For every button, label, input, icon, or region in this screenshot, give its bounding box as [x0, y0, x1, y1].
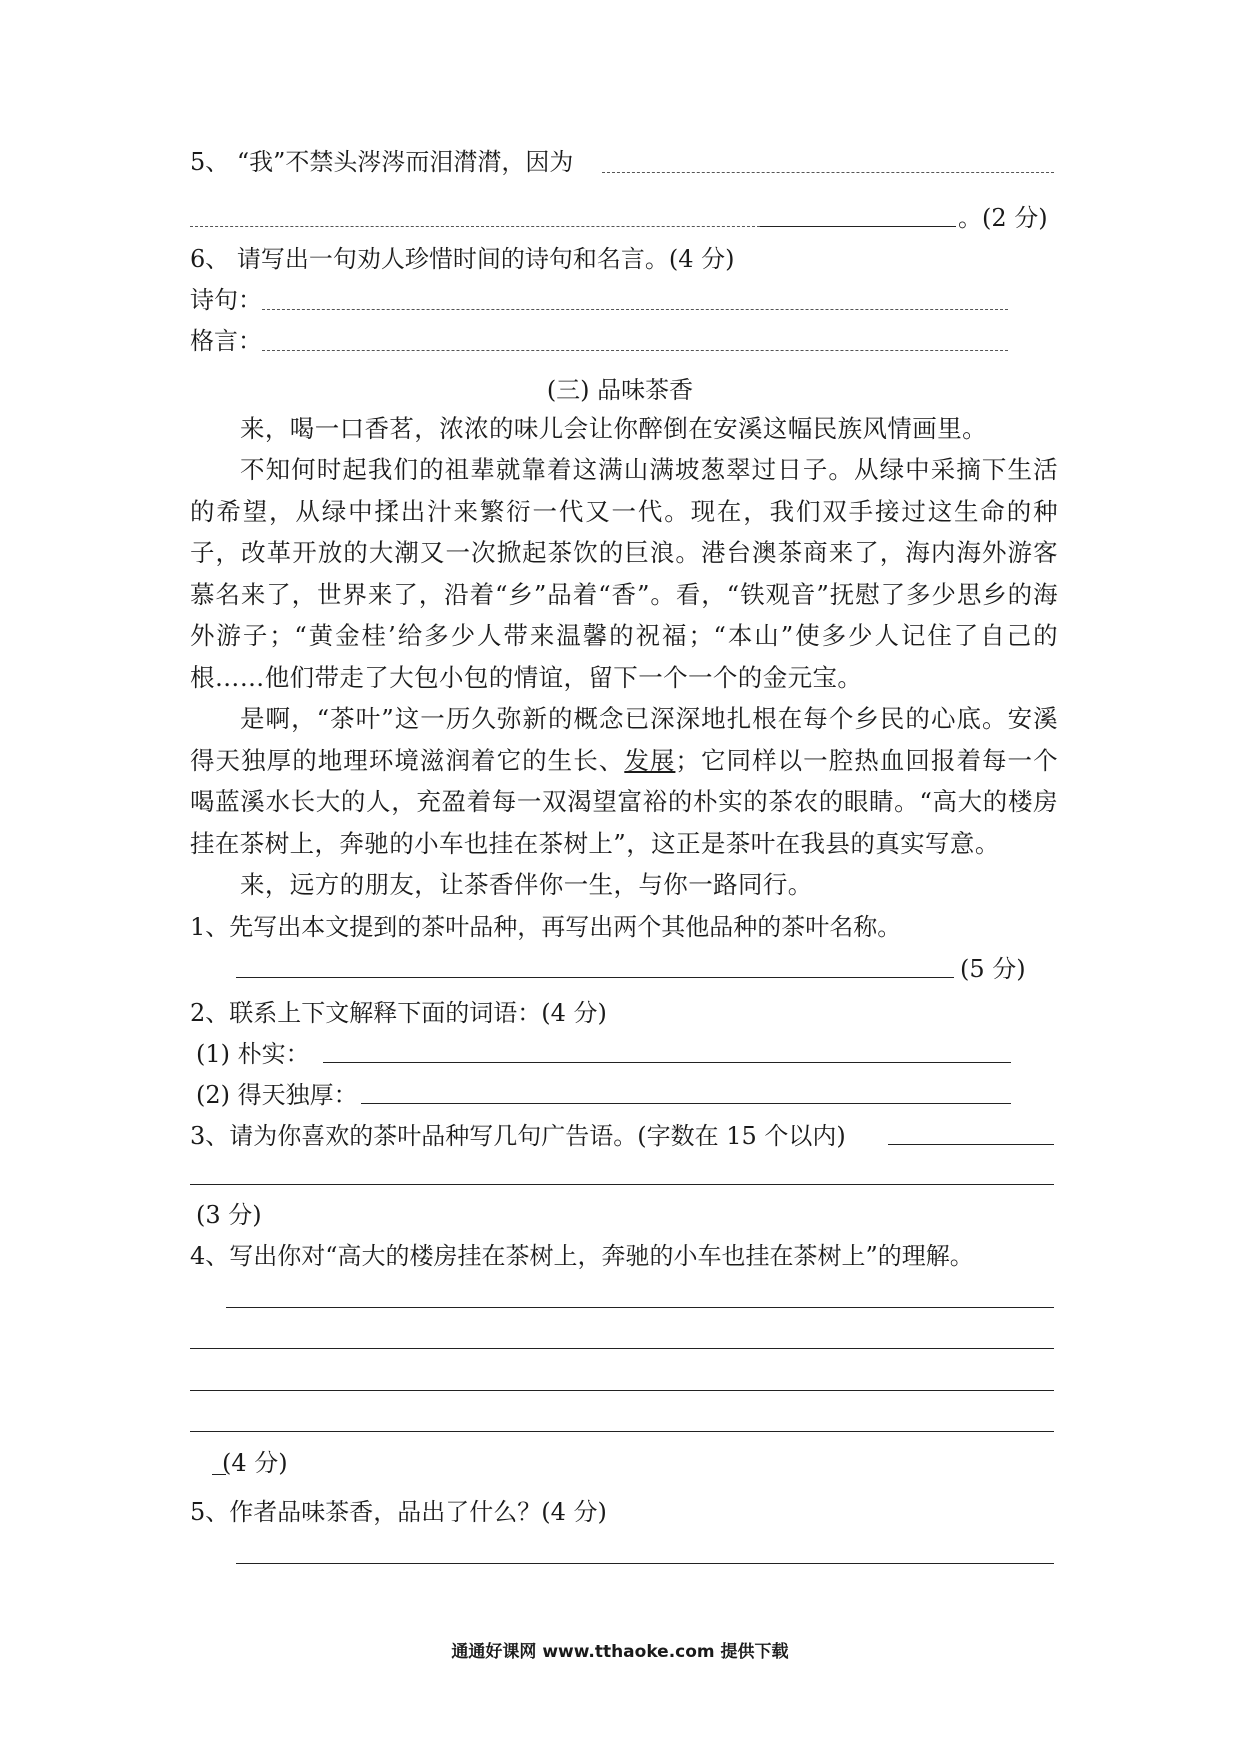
question-2-item-1-blank[interactable]	[323, 1062, 1011, 1063]
question-3-answer-blank[interactable]	[190, 1184, 1054, 1185]
paragraph-3-part-1: 是啊，“茶叶”这一历久弥新的概念已深深地扎根在每个乡民的心底。安溪得天独厚的地理环境滋润着它的生长、	[190, 704, 1058, 775]
question-4-line	[190, 1235, 1054, 1277]
question-5-line-2	[190, 197, 1054, 239]
question-6-line	[190, 238, 1054, 280]
question-6-text: 6、 请写出一句劝人珍惜时间的诗句和名言。(4 分)	[190, 245, 735, 273]
paragraph-3-part-2: ；它同样以一腔热血回报着每一个喝蓝溪水长大的人，充盈着每一双渴望富裕的朴实的茶农的眼睛。“高大的楼房挂在茶树上，奔驰的小车也挂在茶树上”，这正是茶叶在我县的真实写意。	[190, 745, 1058, 858]
paragraph-3	[190, 698, 1058, 864]
question-4-answer-blank[interactable]	[190, 1431, 1054, 1432]
question-4-answer-blank[interactable]	[226, 1307, 1054, 1308]
question-3-score	[196, 1194, 1054, 1236]
score-text: (4 分)	[222, 1449, 288, 1477]
underlined-word: 发展	[624, 745, 676, 775]
question-5b-line	[190, 1491, 1054, 1533]
motto-label: 格言：	[190, 327, 262, 355]
question-3-line	[190, 1115, 1054, 1157]
question-5b-answer-blank[interactable]	[236, 1563, 1054, 1564]
paragraph-1: 来，喝一口香茗，浓浓的味儿会让你醉倒在安溪这幅民族风情画里。	[240, 414, 987, 443]
item-label: (2) 得天独厚：	[196, 1081, 358, 1109]
question-5-text: 5、 “我”不禁头涔涔而泪潸潸，因为	[190, 148, 574, 176]
poem-answer-blank[interactable]	[262, 309, 1008, 310]
paragraph-2: 不知何时起我们的祖辈就靠着这满山满坡葱翠过日子。从绿中采摘下生活的希望，从绿中揉出汁来繁衍一代又一代。现在，我们双手接过这生命的种子，改革开放的大潮又一次掀起茶饮的巨浪。港台澳茶商来了，海内海外游客慕名来了，世界来了，沿着“乡”品着“香”。看，“铁观音”抚慰了多少思乡的海外游子；“黄金桂’给多少人带来温馨的祝福；“本山”使多少人记住了自己的根……他们带走了大包小包的情谊，留下一个一个的金元宝。	[190, 455, 1058, 692]
question-3-text: 3、请为你喜欢的茶叶品种写几句广告语。(字数在 15 个以内)	[190, 1122, 846, 1150]
question-1-text: 1、先写出本文提到的茶叶品种，再写出两个其他品种的茶叶名称。	[190, 913, 902, 941]
item-label: (1) 朴实：	[196, 1040, 310, 1068]
paragraph-4: 来，远方的朋友，让茶香伴你一生，与你一路同行。	[240, 870, 813, 899]
poem-label: 诗句：	[190, 286, 262, 314]
question-5b-text: 5、作者品味茶香，品出了什么？(4 分)	[190, 1498, 607, 1526]
question-5-score	[958, 197, 1048, 239]
question-5-line	[190, 141, 1054, 183]
answer-blank[interactable]	[760, 226, 956, 227]
question-2-item-1	[196, 1033, 1054, 1075]
question-2-text: 2、联系上下文解释下面的词语：(4 分)	[190, 999, 607, 1027]
motto-answer-blank[interactable]	[262, 350, 1008, 351]
answer-blank[interactable]	[602, 172, 1054, 173]
question-1-score	[960, 948, 1026, 990]
question-2-line	[190, 992, 1054, 1034]
page-footer: 通通好课网 www.tthaoke.com 提供下载	[451, 1642, 789, 1662]
question-2-item-2	[196, 1074, 1054, 1116]
question-1-answer-blank[interactable]	[236, 977, 954, 978]
motto-line	[190, 320, 1054, 362]
question-4-score	[222, 1442, 1054, 1484]
question-4-text: 4、写出你对“高大的楼房挂在茶树上，奔驰的小车也挂在茶树上”的理解。	[190, 1242, 974, 1270]
question-3-answer-blank[interactable]	[888, 1144, 1054, 1145]
question-4-answer-blank[interactable]	[190, 1348, 1054, 1349]
score-text: (3 分)	[196, 1201, 262, 1229]
score-text: (5 分)	[960, 955, 1026, 983]
answer-blank[interactable]	[190, 226, 760, 227]
question-4-answer-blank[interactable]	[190, 1390, 1054, 1391]
section-title: (三) 品味茶香	[546, 376, 694, 404]
poem-line	[190, 279, 1054, 321]
question-2-item-2-blank[interactable]	[361, 1103, 1011, 1104]
score-text: 。(2 分)	[958, 204, 1048, 232]
question-1-line	[190, 906, 1054, 948]
